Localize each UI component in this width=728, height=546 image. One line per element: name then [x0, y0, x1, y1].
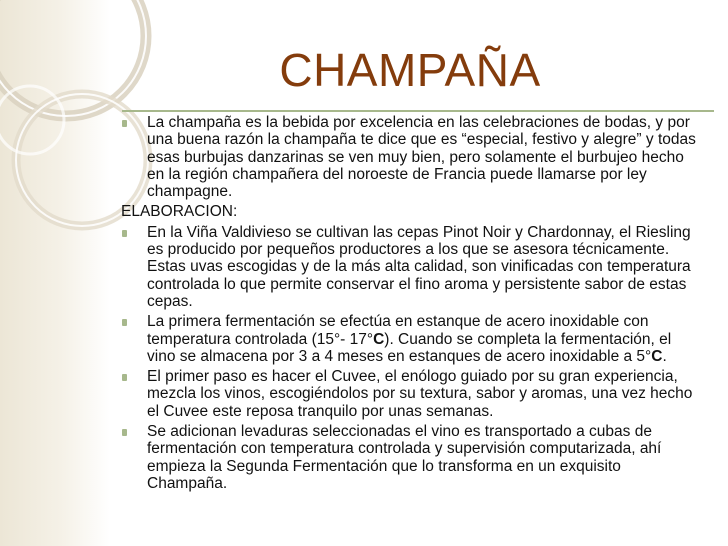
slide-content — [118, 114, 702, 495]
first-fermentation-text-3: . — [662, 347, 667, 365]
bullet-intro: La champaña es la bebida por excelencia en las celebraciones de bodas, y por una buena razón la champaña te dice que es “especial, festivo y alegre” y todas esas burbujas danzarinas se ven muy bien, pero solamente el burbujeo hecho en la región champañera del noroeste de Francia puede llamarse por ley champagne. — [118, 114, 702, 200]
first-fermentation-text-2: ). Cuando se completa la fermentación, el vino se almacena por 3 a 4 meses en estanques de acero inoxidable a 5° — [147, 330, 672, 365]
section-heading: ELABORACION: — [121, 203, 238, 221]
title-underline — [122, 110, 714, 112]
slide-title: CHAMPAÑA — [279, 44, 541, 96]
first-fermentation-text-1: La primera fermentación se efectúa en estanque de acero inoxidable con temperatura controlada (15°- 17° — [147, 313, 649, 348]
bullet-first-fermentation — [118, 313, 702, 365]
bullet-vineyard: En la Viña Valdivieso se cultivan las cepas Pinot Noir y Chardonnay, el Riesling es producido por pequeños productores a los que se asesora técnicamente. Estas uvas escogidas y de la más alta calidad, son vinificadas con temperatura controlada lo que permite conservar el fino aroma y persistente sabor de estas cepas. — [118, 224, 702, 310]
celsius-unit-1: C — [373, 330, 385, 348]
bullet-cuvee: El primer paso es hacer el Cuvee, el enólogo guiado por su gran experiencia, mezcla los vinos, escogiéndolos por su textura, sabor y aromas, una vez hecho el Cuvee este reposa tranquilo por unas semanas. — [118, 368, 702, 420]
celsius-unit-2: C — [651, 347, 663, 365]
bullet-second-fermentation: Se adicionan levaduras seleccionadas el vino es transportado a cubas de fermentación con temperatura controlada y supervisión computarizada, ahí empieza la Segunda Fermentación que lo transforma en un exquisito Champaña. — [118, 423, 702, 492]
